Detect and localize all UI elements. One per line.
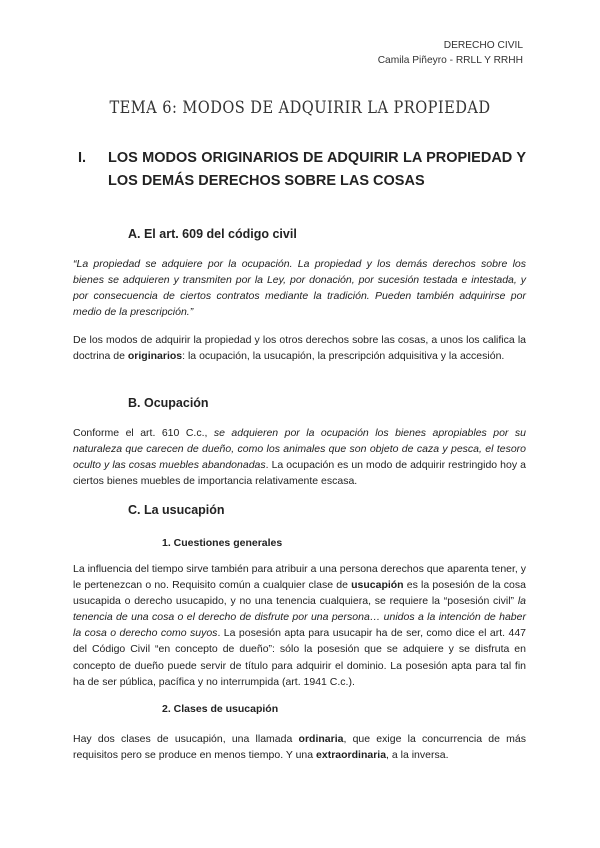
ocupacion-paragraph — [73, 425, 526, 489]
para-text: . La posesión apta para usucapir ha de ser, como dice el art. 447 del Código Civil “en concepto de dueño”: sólo la posesión que se adquiere y se disfruta en concepto de dueño puede servir de título para adquirir el dominio. La posesión apta para tal fin ha de ser pública, pacífica y no interrumpida (art. 1941 C.c.). — [73, 627, 526, 688]
section-i-title: LOS MODOS ORIGINARIOS DE ADQUIRIR LA PROPIEDAD Y LOS DEMÁS DERECHOS SOBRE LAS COSAS — [108, 150, 526, 189]
section-a-heading: A. El art. 609 del código civil — [128, 227, 297, 241]
originarios-term: originarios — [127, 350, 183, 363]
para-text: . La ocupación es un modo de adquirir restringido hoy a ciertos bienes muebles de importancia relativamente escasa. — [73, 459, 526, 488]
originarios-paragraph — [73, 332, 526, 364]
para-text: , que exige la concurrencia de más requisitos pero se produce en menos tiempo. Y una — [73, 733, 527, 762]
ocupacion-definition: se adquieren por la ocupación los bienes apropiables por su naturaleza que carecen de dueño, como los animales que son objeto de caza y pesca, el tesoro oculto y las cosas muebles abandonadas — [73, 427, 526, 472]
section-b-heading: B. Ocupación — [128, 396, 209, 410]
ordinaria-term: ordinaria — [298, 733, 344, 745]
para-text: : la ocupación, la usucapión, la prescripción adquisitiva y la accesión. — [182, 350, 505, 363]
section-c-heading: C. La usucapión — [128, 503, 225, 517]
quote-open-mark: “ — [73, 258, 77, 270]
para-text: Conforme el art. 610 C.c., — [73, 427, 214, 439]
para-text: Hay dos clases de usucapión, una llamada — [73, 733, 299, 745]
para-text: La influencia del tiempo sirve también para atribuir a una persona derechos que aparenta tener, y le pertenezcan o no. Requisito común a cualquier clase de — [73, 563, 526, 592]
para-text: , a la inversa. — [386, 749, 449, 762]
article-609-quote — [73, 256, 526, 320]
section-i-number: I. — [78, 150, 87, 166]
extraordinaria-term: extraordinaria — [316, 749, 387, 762]
subsection-1-heading: 1. Cuestiones generales — [162, 537, 283, 549]
quote-close-mark: ” — [189, 306, 194, 319]
page-header — [378, 38, 523, 68]
header-author: Camila Piñeyro - RRLL Y RRHH — [377, 55, 523, 66]
usucapion-clases-paragraph — [73, 731, 526, 763]
section-i-heading — [78, 147, 526, 192]
posesion-civil-definition: la tenencia de una cosa o el derecho de disfrute por una persona… unidos a la intención de haber la cosa o derecho como suyos — [73, 595, 526, 640]
usucapion-general-paragraph — [73, 561, 526, 690]
usucapion-term: usucapión — [351, 579, 404, 592]
para-text: De los modos de adquirir la propiedad y los otros derechos sobre las cosas, a unos los califica la doctrina de — [73, 334, 526, 363]
document-title: TEMA 6: MODOS DE ADQUIRIR LA PROPIEDAD — [109, 98, 491, 118]
para-text: es la posesión de la cosa usucapida o derecho usucapido, y no una tenencia cualquiera, se requiere la “posesión civil” — [73, 579, 526, 608]
header-course: DERECHO CIVIL — [443, 40, 523, 51]
subsection-2-heading: 2. Clases de usucapión — [162, 703, 279, 715]
quote-text: La propiedad se adquiere por la ocupación. La propiedad y los demás derechos sobre los bienes se adquieren y transmiten por la Ley, por donación, por sucesión testada e intestada, y por consecuencia de ciertos contratos mediante la tradición. Pueden también adquirirse por medio de la prescripción. — [73, 258, 526, 319]
